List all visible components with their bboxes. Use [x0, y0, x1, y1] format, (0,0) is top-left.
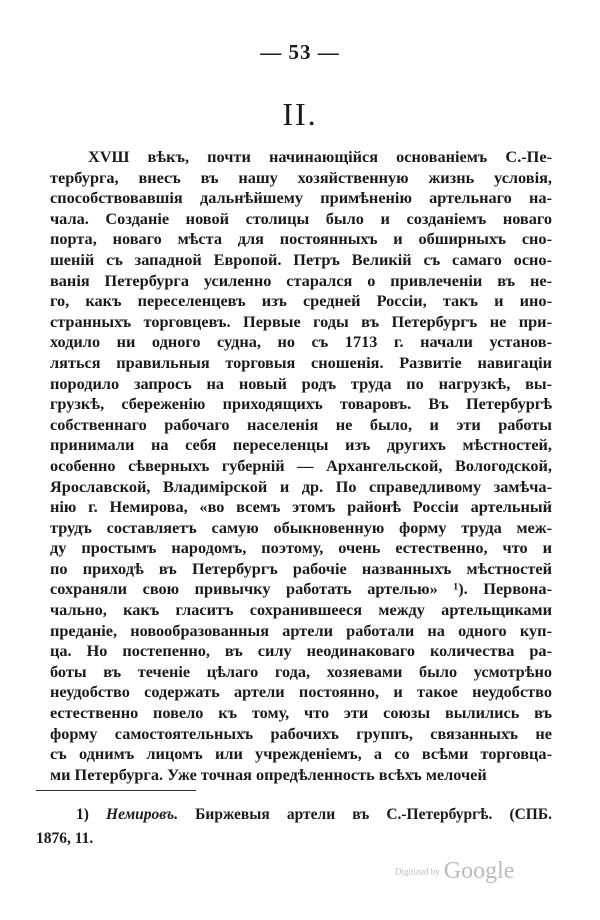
footnote-text: Биржевыя артели въ С.-Петербургѣ. (СПБ.: [195, 806, 552, 823]
text-line: грузкѣ, сбереженію приходящихъ товаровъ. Въ Петербургѣ: [50, 394, 552, 414]
footnote-author: Немировъ.: [106, 806, 179, 823]
text-line: чально, какъ гласитъ сохранившееся между артельщиками: [50, 600, 552, 620]
text-line: шеній съ западной Европой. Петръ Великій съ самаго осно-: [50, 249, 552, 269]
text-line: по приходѣ въ Петербургъ рабочіе названныхъ мѣстностей: [50, 558, 552, 578]
watermark-prefix: Digitized by: [395, 866, 440, 877]
watermark-brand: Google: [443, 858, 515, 884]
text-line: тербурга, внесъ въ нашу хозяйственную жизнь условія,: [50, 167, 552, 187]
footnote-marker: 1): [76, 806, 89, 823]
text-line: породило запросъ на новый родъ труда по нагрузкѣ, вы-: [50, 373, 552, 393]
footnote: [36, 806, 552, 824]
text-line: Ярославской, Владимірской и др. По справедливому замѣча-: [50, 476, 552, 496]
text-line: съ однимъ лицомъ или учрежденіемъ, а со всѣми торговца-: [50, 744, 552, 764]
text-line: трудъ составляетъ самую обыкновенную форму труда меж-: [50, 517, 552, 537]
google-watermark: [395, 858, 514, 885]
text-line: особенно сѣверныхъ губерній — Архангельской, Вологодской,: [50, 455, 552, 475]
text-line: преданіе, новообразованныя артели работали на одного куп-: [50, 620, 552, 640]
text-line: чала. Созданіе новой столицы было и созданіемъ новаго: [50, 208, 552, 228]
text-line: принимали на себя переселенцы изъ другихъ мѣстностей,: [50, 435, 552, 455]
text-line: сохраняли свою привычку работать артелью» ¹). Первона-: [50, 579, 552, 599]
text-line: ца. Но постепенно, въ силу неодинаковаго количества ра-: [50, 641, 552, 661]
chapter-heading: II.: [282, 96, 318, 132]
text-line: боты въ теченіе цѣлаго года, хозяевами было усмотрѣно: [50, 661, 552, 681]
text-line: ванія Петербурга усиленно старался о привлеченіи въ не-: [50, 270, 552, 290]
text-line: странныхъ торговцевъ. Первые годы въ Петербургъ не при-: [50, 311, 552, 331]
text-line: порта, новаго мѣста для постоянныхъ и обширныхъ сно-: [50, 229, 552, 249]
text-line: ходило ни одного судна, но съ 1713 г. начали установ-: [50, 332, 552, 352]
footnote-continuation: 1876, 11.: [36, 830, 94, 847]
text-line: ми Петербурга. Уже точная опредѣленность всѣхъ мелочей: [50, 764, 487, 784]
text-line: нію г. Немирова, «во всемъ этомъ районѣ Россіи артельный: [50, 497, 552, 517]
text-line: форму самостоятельныхъ рабочихъ группъ, связанныхъ не: [50, 723, 552, 743]
text-line: собственнаго рабочаго населенія не было, и эти работы: [50, 414, 552, 434]
text-line: ляться правильныя торговыя сношенія. Развитіе навигаціи: [50, 352, 552, 372]
page-number: — 53 —: [260, 40, 340, 64]
footnote-divider: [36, 790, 196, 791]
text-line: естественно повело къ тому, что эти союзы вылились въ: [50, 703, 552, 723]
text-line: XVШ вѣкъ, почти начинающійся основаніемъ С.-Пе-: [88, 147, 552, 166]
text-line: ду простымъ народомъ, поэтому, очень естественно, что и: [50, 538, 552, 558]
text-line: неудобство содержать артели постоянно, и такое неудобство: [50, 682, 552, 702]
text-line: го, какъ переселенцевъ изъ средней Россіи, такъ и ино-: [50, 291, 552, 311]
body-text: [50, 147, 552, 785]
text-line: способствовавшія дальнѣйшему примѣненію артельнаго на-: [50, 188, 552, 208]
